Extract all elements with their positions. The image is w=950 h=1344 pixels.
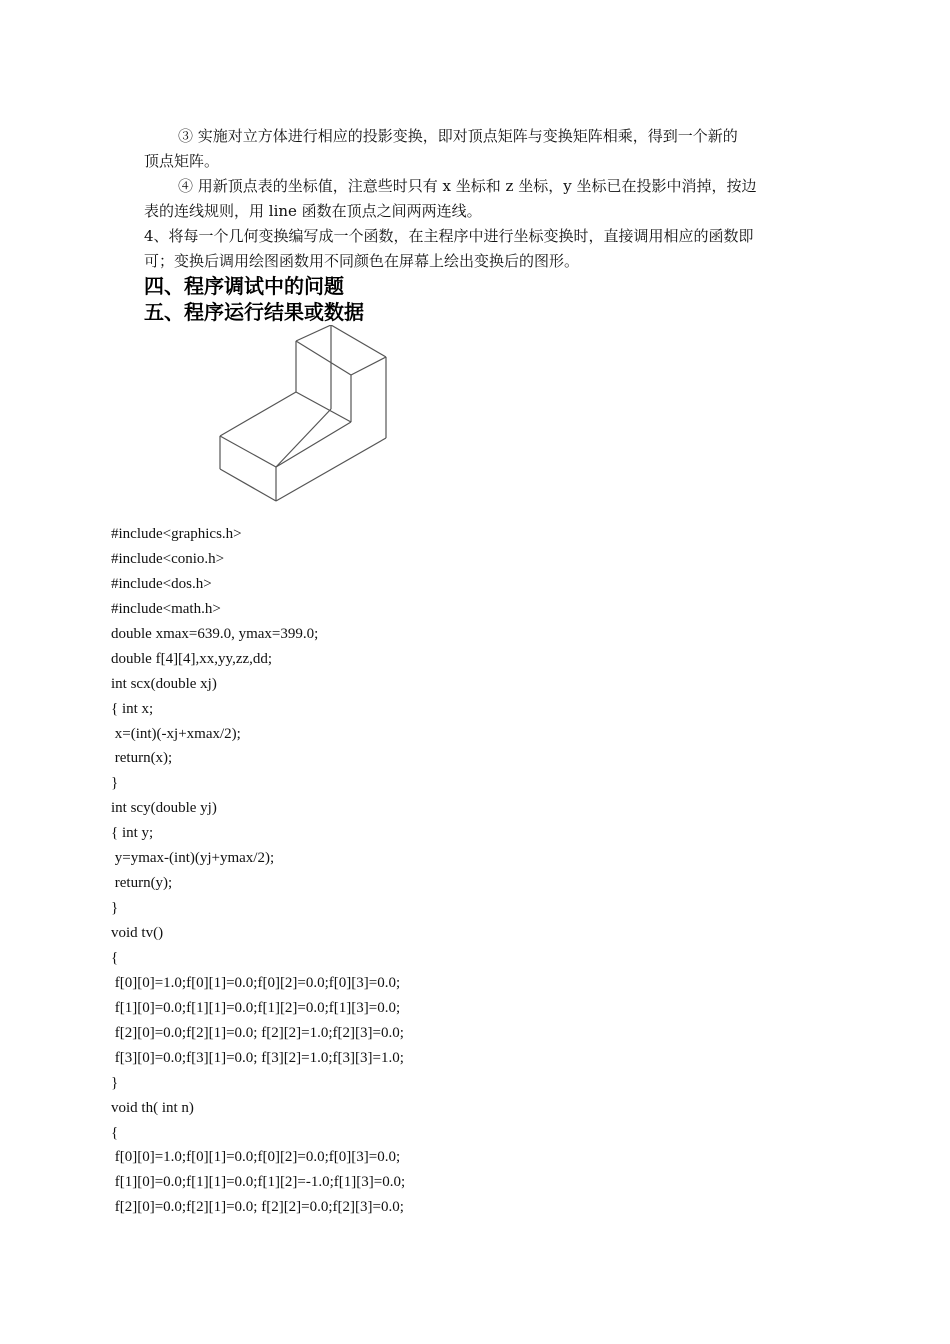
section4-heading: 四、程序调试中的问题 — [144, 274, 344, 298]
step4-line1: ④ 用新顶点表的坐标值，注意些时只有 x 坐标和 z 坐标，y 坐标已在投影中消掉，按边 — [178, 177, 757, 195]
code-line: f[2][0]=0.0;f[2][1]=0.0; f[2][2]=0.0;f[2][3]=0.0; — [111, 1199, 404, 1216]
l-shaped-block-wireframe-icon — [200, 325, 400, 510]
code-line: { — [111, 1124, 119, 1141]
code-line: double xmax=639.0, ymax=399.0; — [111, 625, 319, 642]
item4-line1: 4、将每一个几何变换编写成一个函数，在主程序中进行坐标变换时，直接调用相应的函数即 — [144, 227, 754, 245]
section5-heading: 五、程序运行结果或数据 — [144, 300, 364, 324]
code-line: int scx(double xj) — [111, 675, 217, 692]
step3-line2: 顶点矩阵。 — [144, 152, 220, 170]
code-line: f[1][0]=0.0;f[1][1]=0.0;f[1][2]=-1.0;f[1][3]=0.0; — [111, 1174, 406, 1191]
code-line: { int x; — [111, 700, 154, 717]
code-line: f[0][0]=1.0;f[0][1]=0.0;f[0][2]=0.0;f[0][3]=0.0; — [111, 1149, 401, 1166]
code-line: x=(int)(-xj+xmax/2); — [111, 725, 241, 742]
code-line: } — [111, 1074, 119, 1091]
step3-line1: ③ 实施对立方体进行相应的投影变换，即对顶点矩阵与变换矩阵相乘，得到一个新的 — [178, 127, 738, 145]
code-listing — [111, 522, 405, 1220]
code-line: #include<conio.h> — [111, 550, 225, 567]
item4-line2: 可；变换后调用绘图函数用不同颜色在屏幕上绘出变换后的图形。 — [144, 252, 580, 270]
code-line: return(y); — [111, 875, 173, 892]
code-line: f[1][0]=0.0;f[1][1]=0.0;f[1][2]=0.0;f[1][3]=0.0; — [111, 999, 401, 1016]
code-line: #include<dos.h> — [111, 575, 212, 592]
code-line: f[2][0]=0.0;f[2][1]=0.0; f[2][2]=1.0;f[2][3]=0.0; — [111, 1024, 404, 1041]
code-line: #include<math.h> — [111, 600, 221, 617]
code-line: void tv() — [111, 925, 164, 941]
code-line: void th( int n) — [111, 1099, 194, 1116]
code-line: y=ymax-(int)(yj+ymax/2); — [111, 850, 275, 867]
code-line: return(x); — [111, 750, 173, 767]
step4-line2: 表的连线规则，用 line 函数在顶点之间两两连线。 — [144, 202, 482, 220]
code-line: #include<graphics.h> — [111, 526, 242, 542]
code-line: } — [111, 775, 119, 792]
code-line: double f[4][4],xx,yy,zz,dd; — [111, 650, 273, 667]
code-line: } — [111, 900, 119, 917]
code-line: { int y; — [111, 825, 154, 842]
code-line: f[0][0]=1.0;f[0][1]=0.0;f[0][2]=0.0;f[0][3]=0.0; — [111, 974, 401, 991]
code-line: { — [111, 949, 119, 966]
code-line: f[3][0]=0.0;f[3][1]=0.0; f[3][2]=1.0;f[3][3]=1.0; — [111, 1049, 404, 1066]
code-line: int scy(double yj) — [111, 800, 217, 817]
